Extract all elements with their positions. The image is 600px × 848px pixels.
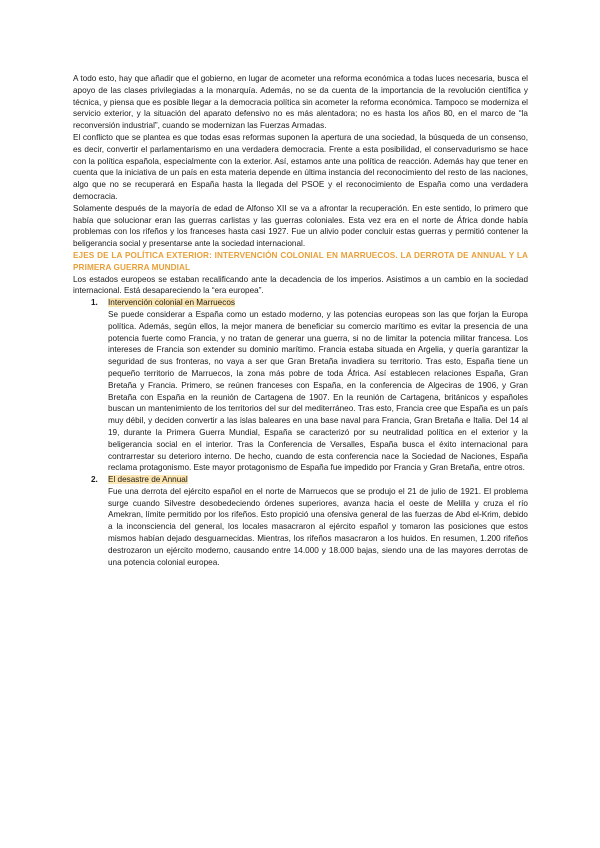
document-content [73,73,528,568]
section-heading: EJES DE LA POLÍTICA EXTERIOR: INTERVENCIÓN COLONIAL EN MARRUECOS. LA DERROTA DE ANNUAL Y LA PRIMERA GUERRA MUNDIAL [73,250,528,272]
numbered-list [73,297,528,568]
list-item-body: Fue una derrota del ejército español en el norte de Marruecos que se produjo el 21 de julio de 1921. El problema surge cuando Silvestre desobedeciendo órdenes superiores, avanza hacia el oeste de Melilla y cruza el río Amekran, límite permitido por los rifeños. Esto propició una ofensiva general de las fuerzas de Abd el-Krim, debido a la inconsciencia del general, los locales masacraron al ejército español y tomaron las posiciones que estos mismos habían dejado desguarnecidas. Mientras, los rifeños masacraron a los huidos. En resumen, 1.200 rifeños destrozaron un ejército moderno, causando entre 14.000 y 18.000 bajas, siendo una de las mayores derrotas de una potencia colonial europea. [108,486,528,567]
list-item-body: Se puede considerar a España como un estado moderno, y las potencias europeas son las que forjan la Europa política. Además, según ellos, la mejor manera de beneficiar su comercio marítimo es evitar la presencia de una potencia fuerte como Francia, y no tratan de generar una guerra, si no de limitar la potencia militar francesa. Los intereses de Francia son extender su dominio marítimo. Francia estaba situada en Argelia, y quería garantizar la seguridad de sus fronteras, no vaya a ser que Gran Bretaña invadiera su territorio. Tras esto, España tiene un pequeño territorio de Marruecos, la zona más pobre de toda África. Así establecen relaciones España, Gran Bretaña y Francia. Primero, se reúnen franceses con España, en la conferencia de Algeciras de 1906, y Gran Bretaña con España en la reunión de Cartagena de 1907. En la reunión de Cartagena, británicos y españoles buscan un mantenimiento de los territorios del sur del mediterráneo. Tras esto, Francia cree que España es un país muy débil, y deciden convertir a las islas baleares en una base naval para Francia, Gran Bretaña e Italia. Del 14 al 19, durante la Primera Guerra Mundial, España se caracterizó por su neutralidad política en el exterior y la beligerancia social en el interior. Tras la Conferencia de Versalles, España busca el éxito internacional para contrarrestar su deterioro interno. De hecho, cuando de esta conferencia nace la Sociedad de Naciones, España reclama protagonismo. Este mayor protagonismo de España fue impedido por Francia y Gran Bretaña, entre otros. [108,309,528,473]
heading-paragraph: Los estados europeos se estaban recalificando ante la decadencia de los imperios. Asistimos a un cambio en la sociedad internacional. Está desapareciendo la “era europea”. [73,274,528,296]
highlighted-title: El desastre de Annual [108,475,188,485]
intro-paragraph-3: Solamente después de la mayoría de edad de Alfonso XII se va a afrontar la recuperación. En este sentido, lo primero que había que solucionar eran las guerras carlistas y las guerras coloniales. Esta vez era en el norte de África donde había problemas con los rifeños y los franceses hasta casi 1927. Fue un alivio poder concluir estas guerras y permitió contener la beligerancia social y presentarse ante la sociedad internacional. [73,203,528,249]
list-item-title [108,297,528,309]
intro-paragraph-2: El conflicto que se plantea es que todas esas reformas suponen la apertura de una sociedad, la búsqueda de un consenso, es decir, convertir el parlamentarismo en una verdadera democracia. Frente a esta posibilidad, el conservadurismo se hace con la política española, especialmente con la exterior. Así, estamos ante una política de reacción. Además hay que tener en cuenta que la iniciativa de un país en esta materia depende en última instancia del reconocimiento del resto de las naciones, algo que no se recuperará en España hasta la llegada del PSOE y el reconocimiento de España como una verdadera democracia. [73,132,528,201]
highlighted-title: Intervención colonial en Marruecos [108,298,235,308]
list-number: 1. [91,298,98,308]
list-item-title [108,474,528,486]
list-number: 2. [91,475,98,485]
list-item [73,474,528,568]
list-item [73,297,528,474]
intro-paragraph-1: A todo esto, hay que añadir que el gobierno, en lugar de acometer una reforma económica a todas luces necesaria, busca el apoyo de las clases privilegiadas a la monarquía. Además, no se da cuenta de la importancia de la revolución científica y técnica, y piensa que es posible llegar a la democracia política sin acometer la reforma económica. Tampoco se moderniza el servicio exterior, y la situación del aparato defensivo no es más alentadora; no es hasta los años 80, en el marco de “la reconversión industrial”, cuando se modernizan las Fuerzas Armadas. [73,74,528,131]
